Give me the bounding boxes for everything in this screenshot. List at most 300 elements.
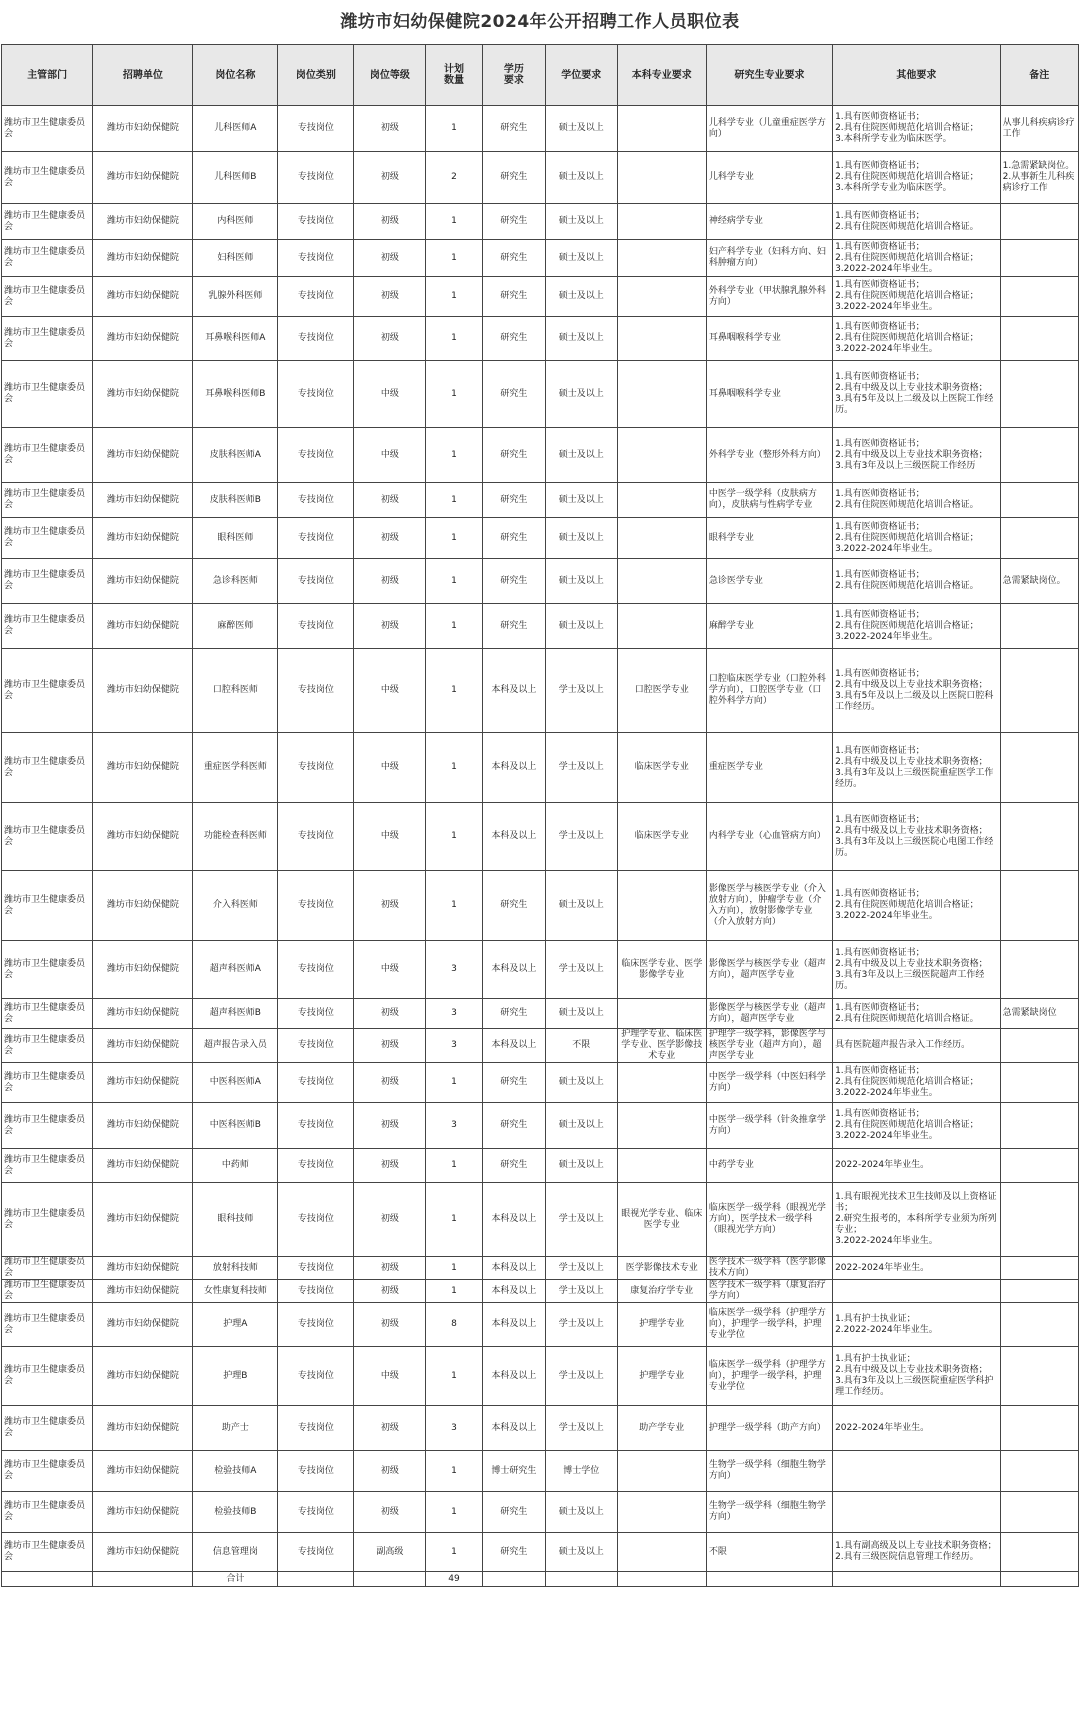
other-req-cell: 1.具有医师资格证书； 2.具有住院医师规范化培训合格证； 3.2022-2024年毕业生。 <box>833 240 1001 277</box>
undergrad-major-cell: 护理学专业 <box>617 1347 706 1406</box>
count-cell: 1 <box>426 277 483 317</box>
degree-cell: 学士及以上 <box>545 941 617 999</box>
other-req-cell: 1.具有医师资格证书； 2.具有中级及以上专业技术职务资格； 3.具有3年及以上三级医院工作经历 <box>833 428 1001 483</box>
count-cell: 1 <box>426 204 483 240</box>
grad-major-cell: 影像医学与核医学专业（介入放射方向），肿瘤学专业（介入方向），放射影像学专业（介入放射方向） <box>706 871 832 941</box>
other-req-cell: 1.具有副高级及以上专业技术职务资格； 2.具有三级医院信息管理工作经历。 <box>833 1533 1001 1572</box>
unit-cell: 潍坊市妇幼保健院 <box>93 483 193 518</box>
level-cell: 初级 <box>354 1257 426 1280</box>
column-header: 学历 要求 <box>482 45 545 106</box>
unit-cell: 潍坊市妇幼保健院 <box>93 277 193 317</box>
unit-cell: 潍坊市妇幼保健院 <box>93 152 193 204</box>
grad-major-cell: 临床医学一级学科（眼视光学方向），医学技术一级学科（眼视光学方向） <box>706 1183 832 1257</box>
undergrad-major-cell <box>617 152 706 204</box>
dept-cell: 潍坊市卫生健康委员会 <box>2 1149 93 1183</box>
other-req-cell: 2022-2024年毕业生。 <box>833 1149 1001 1183</box>
degree-cell: 硕士及以上 <box>545 604 617 649</box>
note-cell <box>1000 1533 1078 1572</box>
level-cell: 初级 <box>354 1183 426 1257</box>
category-cell: 专技岗位 <box>278 518 354 559</box>
grad-major-cell: 生物学一级学科（细胞生物学方向） <box>706 1451 832 1492</box>
degree-cell: 硕士及以上 <box>545 871 617 941</box>
note-cell <box>1000 803 1078 871</box>
table-row <box>2 361 1079 428</box>
unit-cell: 潍坊市妇幼保健院 <box>93 1149 193 1183</box>
degree-cell: 学士及以上 <box>545 1347 617 1406</box>
degree-cell: 硕士及以上 <box>545 152 617 204</box>
education-cell: 本科及以上 <box>482 1257 545 1280</box>
table-body <box>2 106 1079 1587</box>
level-cell: 中级 <box>354 1347 426 1406</box>
unit-cell: 潍坊市妇幼保健院 <box>93 649 193 733</box>
count-cell: 1 <box>426 803 483 871</box>
table-row <box>2 1257 1079 1280</box>
category-cell: 专技岗位 <box>278 649 354 733</box>
post-cell: 中药师 <box>193 1149 278 1183</box>
degree-cell: 学士及以上 <box>545 1257 617 1280</box>
degree-cell: 硕士及以上 <box>545 361 617 428</box>
education-cell: 研究生 <box>482 518 545 559</box>
grad-major-cell: 中医学一级学科（中医妇科学方向） <box>706 1063 832 1103</box>
post-cell: 麻醉医师 <box>193 604 278 649</box>
dept-cell: 潍坊市卫生健康委员会 <box>2 240 93 277</box>
post-cell: 眼科技师 <box>193 1183 278 1257</box>
other-req-cell: 1.具有医师资格证书； 2.具有住院医师规范化培训合格证； 3.本科所学专业为临床医学。 <box>833 106 1001 152</box>
post-cell: 检验技师B <box>193 1492 278 1533</box>
unit-cell: 潍坊市妇幼保健院 <box>93 733 193 803</box>
post-cell: 超声报告录入员 <box>193 1029 278 1063</box>
column-header: 学位要求 <box>545 45 617 106</box>
note-cell <box>1000 277 1078 317</box>
other-req-cell: 1.具有医师资格证书； 2.具有住院医师规范化培训合格证； 3.2022-2024年毕业生。 <box>833 518 1001 559</box>
category-cell: 专技岗位 <box>278 106 354 152</box>
total-empty-cell <box>93 1572 193 1587</box>
post-cell: 护理A <box>193 1303 278 1347</box>
other-req-cell: 1.具有医师资格证书； 2.具有中级及以上专业技术职务资格； 3.具有3年及以上三级医院超声工作经历。 <box>833 941 1001 999</box>
grad-major-cell: 影像医学与核医学专业（超声方向），超声医学专业 <box>706 941 832 999</box>
total-empty-cell <box>278 1572 354 1587</box>
education-cell: 本科及以上 <box>482 1347 545 1406</box>
other-req-cell: 具有医院超声报告录入工作经历。 <box>833 1029 1001 1063</box>
count-cell: 1 <box>426 240 483 277</box>
other-req-cell: 1.具有护士执业证； 2.2022-2024年毕业生。 <box>833 1303 1001 1347</box>
degree-cell: 硕士及以上 <box>545 1492 617 1533</box>
note-cell <box>1000 1303 1078 1347</box>
undergrad-major-cell: 护理学专业、临床医学专业、医学影像技术专业 <box>617 1029 706 1063</box>
undergrad-major-cell <box>617 1533 706 1572</box>
degree-cell: 硕士及以上 <box>545 559 617 604</box>
table-row <box>2 518 1079 559</box>
count-cell: 1 <box>426 1347 483 1406</box>
undergrad-major-cell: 临床医学专业、医学影像学专业 <box>617 941 706 999</box>
level-cell: 初级 <box>354 483 426 518</box>
education-cell: 本科及以上 <box>482 649 545 733</box>
post-cell: 耳鼻喉科医师B <box>193 361 278 428</box>
dept-cell: 潍坊市卫生健康委员会 <box>2 649 93 733</box>
education-cell: 本科及以上 <box>482 733 545 803</box>
table-row <box>2 1103 1079 1149</box>
note-cell <box>1000 649 1078 733</box>
level-cell: 初级 <box>354 1063 426 1103</box>
other-req-cell: 1.具有医师资格证书； 2.具有住院医师规范化培训合格证； 3.2022-2024年毕业生。 <box>833 1063 1001 1103</box>
undergrad-major-cell <box>617 871 706 941</box>
undergrad-major-cell <box>617 999 706 1029</box>
table-row <box>2 733 1079 803</box>
grad-major-cell: 妇产科学专业（妇科方向、妇科肿瘤方向） <box>706 240 832 277</box>
dept-cell: 潍坊市卫生健康委员会 <box>2 1303 93 1347</box>
table-row <box>2 483 1079 518</box>
other-req-cell <box>833 1451 1001 1492</box>
category-cell: 专技岗位 <box>278 317 354 361</box>
column-header: 研究生专业要求 <box>706 45 832 106</box>
count-cell: 1 <box>426 1183 483 1257</box>
degree-cell: 硕士及以上 <box>545 1533 617 1572</box>
unit-cell: 潍坊市妇幼保健院 <box>93 1257 193 1280</box>
unit-cell: 潍坊市妇幼保健院 <box>93 1029 193 1063</box>
note-cell <box>1000 1347 1078 1406</box>
post-cell: 内科医师 <box>193 204 278 240</box>
total-empty-cell <box>617 1572 706 1587</box>
level-cell: 初级 <box>354 204 426 240</box>
level-cell: 中级 <box>354 941 426 999</box>
table-row <box>2 1406 1079 1451</box>
dept-cell: 潍坊市卫生健康委员会 <box>2 1063 93 1103</box>
dept-cell: 潍坊市卫生健康委员会 <box>2 871 93 941</box>
note-cell <box>1000 317 1078 361</box>
note-cell <box>1000 1029 1078 1063</box>
table-row <box>2 559 1079 604</box>
education-cell: 本科及以上 <box>482 1280 545 1303</box>
education-cell: 研究生 <box>482 1103 545 1149</box>
category-cell: 专技岗位 <box>278 361 354 428</box>
table-row <box>2 1492 1079 1533</box>
undergrad-major-cell: 康复治疗学专业 <box>617 1280 706 1303</box>
other-req-cell: 1.具有医师资格证书； 2.具有住院医师规范化培训合格证。 <box>833 999 1001 1029</box>
undergrad-major-cell <box>617 277 706 317</box>
grad-major-cell: 生物学一级学科（细胞生物学方向） <box>706 1492 832 1533</box>
unit-cell: 潍坊市妇幼保健院 <box>93 428 193 483</box>
unit-cell: 潍坊市妇幼保健院 <box>93 1183 193 1257</box>
table-row <box>2 1533 1079 1572</box>
column-header: 本科专业要求 <box>617 45 706 106</box>
table-row <box>2 240 1079 277</box>
education-cell: 研究生 <box>482 361 545 428</box>
unit-cell: 潍坊市妇幼保健院 <box>93 1451 193 1492</box>
level-cell: 初级 <box>354 1103 426 1149</box>
level-cell: 初级 <box>354 1406 426 1451</box>
grad-major-cell: 中医学一级学科（皮肤病方向），皮肤病与性病学专业 <box>706 483 832 518</box>
total-empty-cell <box>482 1572 545 1587</box>
level-cell: 初级 <box>354 240 426 277</box>
table-row <box>2 604 1079 649</box>
note-cell <box>1000 1451 1078 1492</box>
other-req-cell: 2022-2024年毕业生。 <box>833 1406 1001 1451</box>
table-row <box>2 106 1079 152</box>
count-cell: 8 <box>426 1303 483 1347</box>
category-cell: 专技岗位 <box>278 1183 354 1257</box>
dept-cell: 潍坊市卫生健康委员会 <box>2 483 93 518</box>
grad-major-cell: 影像医学与核医学专业（超声方向），超声医学专业 <box>706 999 832 1029</box>
table-row <box>2 803 1079 871</box>
total-count: 49 <box>426 1572 483 1587</box>
category-cell: 专技岗位 <box>278 1451 354 1492</box>
unit-cell: 潍坊市妇幼保健院 <box>93 803 193 871</box>
other-req-cell: 1.具有医师资格证书； 2.具有住院医师规范化培训合格证； 3.2022-2024年毕业生。 <box>833 277 1001 317</box>
grad-major-cell: 中医学一级学科（针灸推拿学方向） <box>706 1103 832 1149</box>
post-cell: 耳鼻喉科医师A <box>193 317 278 361</box>
undergrad-major-cell <box>617 361 706 428</box>
dept-cell: 潍坊市卫生健康委员会 <box>2 604 93 649</box>
total-empty-cell <box>1000 1572 1078 1587</box>
level-cell: 初级 <box>354 277 426 317</box>
education-cell: 本科及以上 <box>482 1029 545 1063</box>
table-row <box>2 317 1079 361</box>
table-row <box>2 1063 1079 1103</box>
category-cell: 专技岗位 <box>278 1492 354 1533</box>
undergrad-major-cell <box>617 106 706 152</box>
unit-cell: 潍坊市妇幼保健院 <box>93 1533 193 1572</box>
total-empty-cell <box>545 1572 617 1587</box>
post-cell: 儿科医师A <box>193 106 278 152</box>
count-cell: 1 <box>426 649 483 733</box>
post-cell: 女性康复科技师 <box>193 1280 278 1303</box>
unit-cell: 潍坊市妇幼保健院 <box>93 604 193 649</box>
note-cell <box>1000 733 1078 803</box>
note-cell <box>1000 1492 1078 1533</box>
count-cell: 3 <box>426 1406 483 1451</box>
level-cell: 中级 <box>354 649 426 733</box>
category-cell: 专技岗位 <box>278 1280 354 1303</box>
grad-major-cell: 眼科学专业 <box>706 518 832 559</box>
grad-major-cell: 不限 <box>706 1533 832 1572</box>
table-row <box>2 204 1079 240</box>
grad-major-cell: 口腔临床医学专业（口腔外科学方向），口腔医学专业（口腔外科学方向） <box>706 649 832 733</box>
count-cell: 3 <box>426 1103 483 1149</box>
count-cell: 1 <box>426 1257 483 1280</box>
count-cell: 1 <box>426 1451 483 1492</box>
education-cell: 研究生 <box>482 240 545 277</box>
grad-major-cell: 儿科学专业（儿童重症医学方向） <box>706 106 832 152</box>
note-cell <box>1000 871 1078 941</box>
unit-cell: 潍坊市妇幼保健院 <box>93 204 193 240</box>
table-row <box>2 999 1079 1029</box>
grad-major-cell: 临床医学一级学科（护理学方向），护理学一级学科，护理专业学位 <box>706 1303 832 1347</box>
unit-cell: 潍坊市妇幼保健院 <box>93 1347 193 1406</box>
degree-cell: 学士及以上 <box>545 1183 617 1257</box>
grad-major-cell: 外科学专业（甲状腺乳腺外科方向） <box>706 277 832 317</box>
count-cell: 1 <box>426 1280 483 1303</box>
category-cell: 专技岗位 <box>278 1533 354 1572</box>
dept-cell: 潍坊市卫生健康委员会 <box>2 518 93 559</box>
column-header: 岗位名称 <box>193 45 278 106</box>
category-cell: 专技岗位 <box>278 941 354 999</box>
grad-major-cell: 急诊医学专业 <box>706 559 832 604</box>
count-cell: 1 <box>426 317 483 361</box>
degree-cell: 学士及以上 <box>545 1406 617 1451</box>
dept-cell: 潍坊市卫生健康委员会 <box>2 559 93 604</box>
education-cell: 本科及以上 <box>482 803 545 871</box>
total-empty-cell <box>354 1572 426 1587</box>
category-cell: 专技岗位 <box>278 1149 354 1183</box>
note-cell: 从事儿科疾病诊疗工作 <box>1000 106 1078 152</box>
other-req-cell: 1.具有眼视光技术卫生技师及以上资格证书； 2.研究生报考的，本科所学专业须为所列专业； 3.2022-2024年毕业生。 <box>833 1183 1001 1257</box>
dept-cell: 潍坊市卫生健康委员会 <box>2 1533 93 1572</box>
education-cell: 研究生 <box>482 559 545 604</box>
undergrad-major-cell <box>617 1492 706 1533</box>
grad-major-cell: 中药学专业 <box>706 1149 832 1183</box>
count-cell: 1 <box>426 483 483 518</box>
dept-cell: 潍坊市卫生健康委员会 <box>2 106 93 152</box>
grad-major-cell: 外科学专业（整形外科方向） <box>706 428 832 483</box>
count-cell: 1 <box>426 106 483 152</box>
dept-cell: 潍坊市卫生健康委员会 <box>2 1492 93 1533</box>
count-cell: 1 <box>426 518 483 559</box>
education-cell: 研究生 <box>482 1492 545 1533</box>
dept-cell: 潍坊市卫生健康委员会 <box>2 1451 93 1492</box>
table-row <box>2 941 1079 999</box>
total-label: 合计 <box>193 1572 278 1587</box>
other-req-cell: 1.具有医师资格证书； 2.具有住院医师规范化培训合格证。 <box>833 204 1001 240</box>
dept-cell: 潍坊市卫生健康委员会 <box>2 1183 93 1257</box>
post-cell: 中医科医师B <box>193 1103 278 1149</box>
post-cell: 护理B <box>193 1347 278 1406</box>
undergrad-major-cell <box>617 317 706 361</box>
level-cell: 初级 <box>354 559 426 604</box>
column-header: 岗位类别 <box>278 45 354 106</box>
unit-cell: 潍坊市妇幼保健院 <box>93 941 193 999</box>
note-cell <box>1000 483 1078 518</box>
count-cell: 3 <box>426 999 483 1029</box>
category-cell: 专技岗位 <box>278 1063 354 1103</box>
total-row <box>2 1572 1079 1587</box>
other-req-cell <box>833 1492 1001 1533</box>
total-empty-cell <box>833 1572 1001 1587</box>
degree-cell: 硕士及以上 <box>545 317 617 361</box>
grad-major-cell: 重症医学专业 <box>706 733 832 803</box>
degree-cell: 硕士及以上 <box>545 999 617 1029</box>
education-cell: 本科及以上 <box>482 1303 545 1347</box>
education-cell: 研究生 <box>482 1533 545 1572</box>
education-cell: 研究生 <box>482 428 545 483</box>
post-cell: 超声科医师A <box>193 941 278 999</box>
column-header: 主管部门 <box>2 45 93 106</box>
count-cell: 1 <box>426 428 483 483</box>
note-cell <box>1000 1183 1078 1257</box>
other-req-cell: 1.具有医师资格证书； 2.具有住院医师规范化培训合格证； 3.2022-2024年毕业生。 <box>833 871 1001 941</box>
post-cell: 检验技师A <box>193 1451 278 1492</box>
post-cell: 超声科医师B <box>193 999 278 1029</box>
degree-cell: 学士及以上 <box>545 1280 617 1303</box>
dept-cell: 潍坊市卫生健康委员会 <box>2 361 93 428</box>
count-cell: 1 <box>426 604 483 649</box>
undergrad-major-cell <box>617 559 706 604</box>
post-cell: 介入科医师 <box>193 871 278 941</box>
degree-cell: 学士及以上 <box>545 649 617 733</box>
category-cell: 专技岗位 <box>278 604 354 649</box>
education-cell: 本科及以上 <box>482 1183 545 1257</box>
count-cell: 1 <box>426 1492 483 1533</box>
degree-cell: 学士及以上 <box>545 803 617 871</box>
grad-major-cell: 麻醉学专业 <box>706 604 832 649</box>
category-cell: 专技岗位 <box>278 999 354 1029</box>
dept-cell: 潍坊市卫生健康委员会 <box>2 999 93 1029</box>
note-cell <box>1000 240 1078 277</box>
count-cell: 1 <box>426 361 483 428</box>
unit-cell: 潍坊市妇幼保健院 <box>93 1492 193 1533</box>
column-header: 计划 数量 <box>426 45 483 106</box>
education-cell: 研究生 <box>482 871 545 941</box>
undergrad-major-cell: 口腔医学专业 <box>617 649 706 733</box>
note-cell <box>1000 1280 1078 1303</box>
count-cell: 3 <box>426 1029 483 1063</box>
unit-cell: 潍坊市妇幼保健院 <box>93 1280 193 1303</box>
degree-cell: 硕士及以上 <box>545 428 617 483</box>
other-req-cell: 1.具有医师资格证书； 2.具有住院医师规范化培训合格证。 <box>833 483 1001 518</box>
degree-cell: 学士及以上 <box>545 733 617 803</box>
post-cell: 口腔科医师 <box>193 649 278 733</box>
post-cell: 皮肤科医师A <box>193 428 278 483</box>
post-cell: 妇科医师 <box>193 240 278 277</box>
undergrad-major-cell <box>617 1103 706 1149</box>
column-header: 备注 <box>1000 45 1078 106</box>
grad-major-cell: 医学技术一级学科（康复治疗学方向） <box>706 1280 832 1303</box>
note-cell <box>1000 1406 1078 1451</box>
degree-cell: 硕士及以上 <box>545 277 617 317</box>
category-cell: 专技岗位 <box>278 559 354 604</box>
table-row <box>2 1029 1079 1063</box>
table-row <box>2 152 1079 204</box>
unit-cell: 潍坊市妇幼保健院 <box>93 518 193 559</box>
column-header: 招聘单位 <box>93 45 193 106</box>
count-cell: 1 <box>426 1533 483 1572</box>
undergrad-major-cell <box>617 604 706 649</box>
level-cell: 初级 <box>354 604 426 649</box>
other-req-cell: 1.具有医师资格证书； 2.具有住院医师规范化培训合格证； 3.本科所学专业为临床医学。 <box>833 152 1001 204</box>
education-cell: 博士研究生 <box>482 1451 545 1492</box>
level-cell: 初级 <box>354 1280 426 1303</box>
dept-cell: 潍坊市卫生健康委员会 <box>2 1029 93 1063</box>
post-cell: 乳腺外科医师 <box>193 277 278 317</box>
header-row <box>2 45 1079 106</box>
recruitment-table <box>1 44 1079 1587</box>
education-cell: 研究生 <box>482 152 545 204</box>
degree-cell: 硕士及以上 <box>545 1103 617 1149</box>
unit-cell: 潍坊市妇幼保健院 <box>93 559 193 604</box>
other-req-cell <box>833 1280 1001 1303</box>
count-cell: 1 <box>426 871 483 941</box>
category-cell: 专技岗位 <box>278 1257 354 1280</box>
category-cell: 专技岗位 <box>278 204 354 240</box>
dept-cell: 潍坊市卫生健康委员会 <box>2 428 93 483</box>
other-req-cell: 1.具有医师资格证书； 2.具有住院医师规范化培训合格证； 3.2022-2024年毕业生。 <box>833 604 1001 649</box>
level-cell: 初级 <box>354 152 426 204</box>
table-row <box>2 1183 1079 1257</box>
level-cell: 初级 <box>354 1149 426 1183</box>
degree-cell: 不限 <box>545 1029 617 1063</box>
level-cell: 中级 <box>354 733 426 803</box>
education-cell: 研究生 <box>482 1149 545 1183</box>
grad-major-cell: 神经病学专业 <box>706 204 832 240</box>
degree-cell: 硕士及以上 <box>545 204 617 240</box>
dept-cell: 潍坊市卫生健康委员会 <box>2 317 93 361</box>
grad-major-cell: 耳鼻咽喉科学专业 <box>706 361 832 428</box>
undergrad-major-cell <box>617 518 706 559</box>
dept-cell: 潍坊市卫生健康委员会 <box>2 204 93 240</box>
degree-cell: 硕士及以上 <box>545 106 617 152</box>
note-cell: 急需紧缺岗位。 <box>1000 559 1078 604</box>
category-cell: 专技岗位 <box>278 240 354 277</box>
grad-major-cell: 护理学一级学科（助产方向） <box>706 1406 832 1451</box>
